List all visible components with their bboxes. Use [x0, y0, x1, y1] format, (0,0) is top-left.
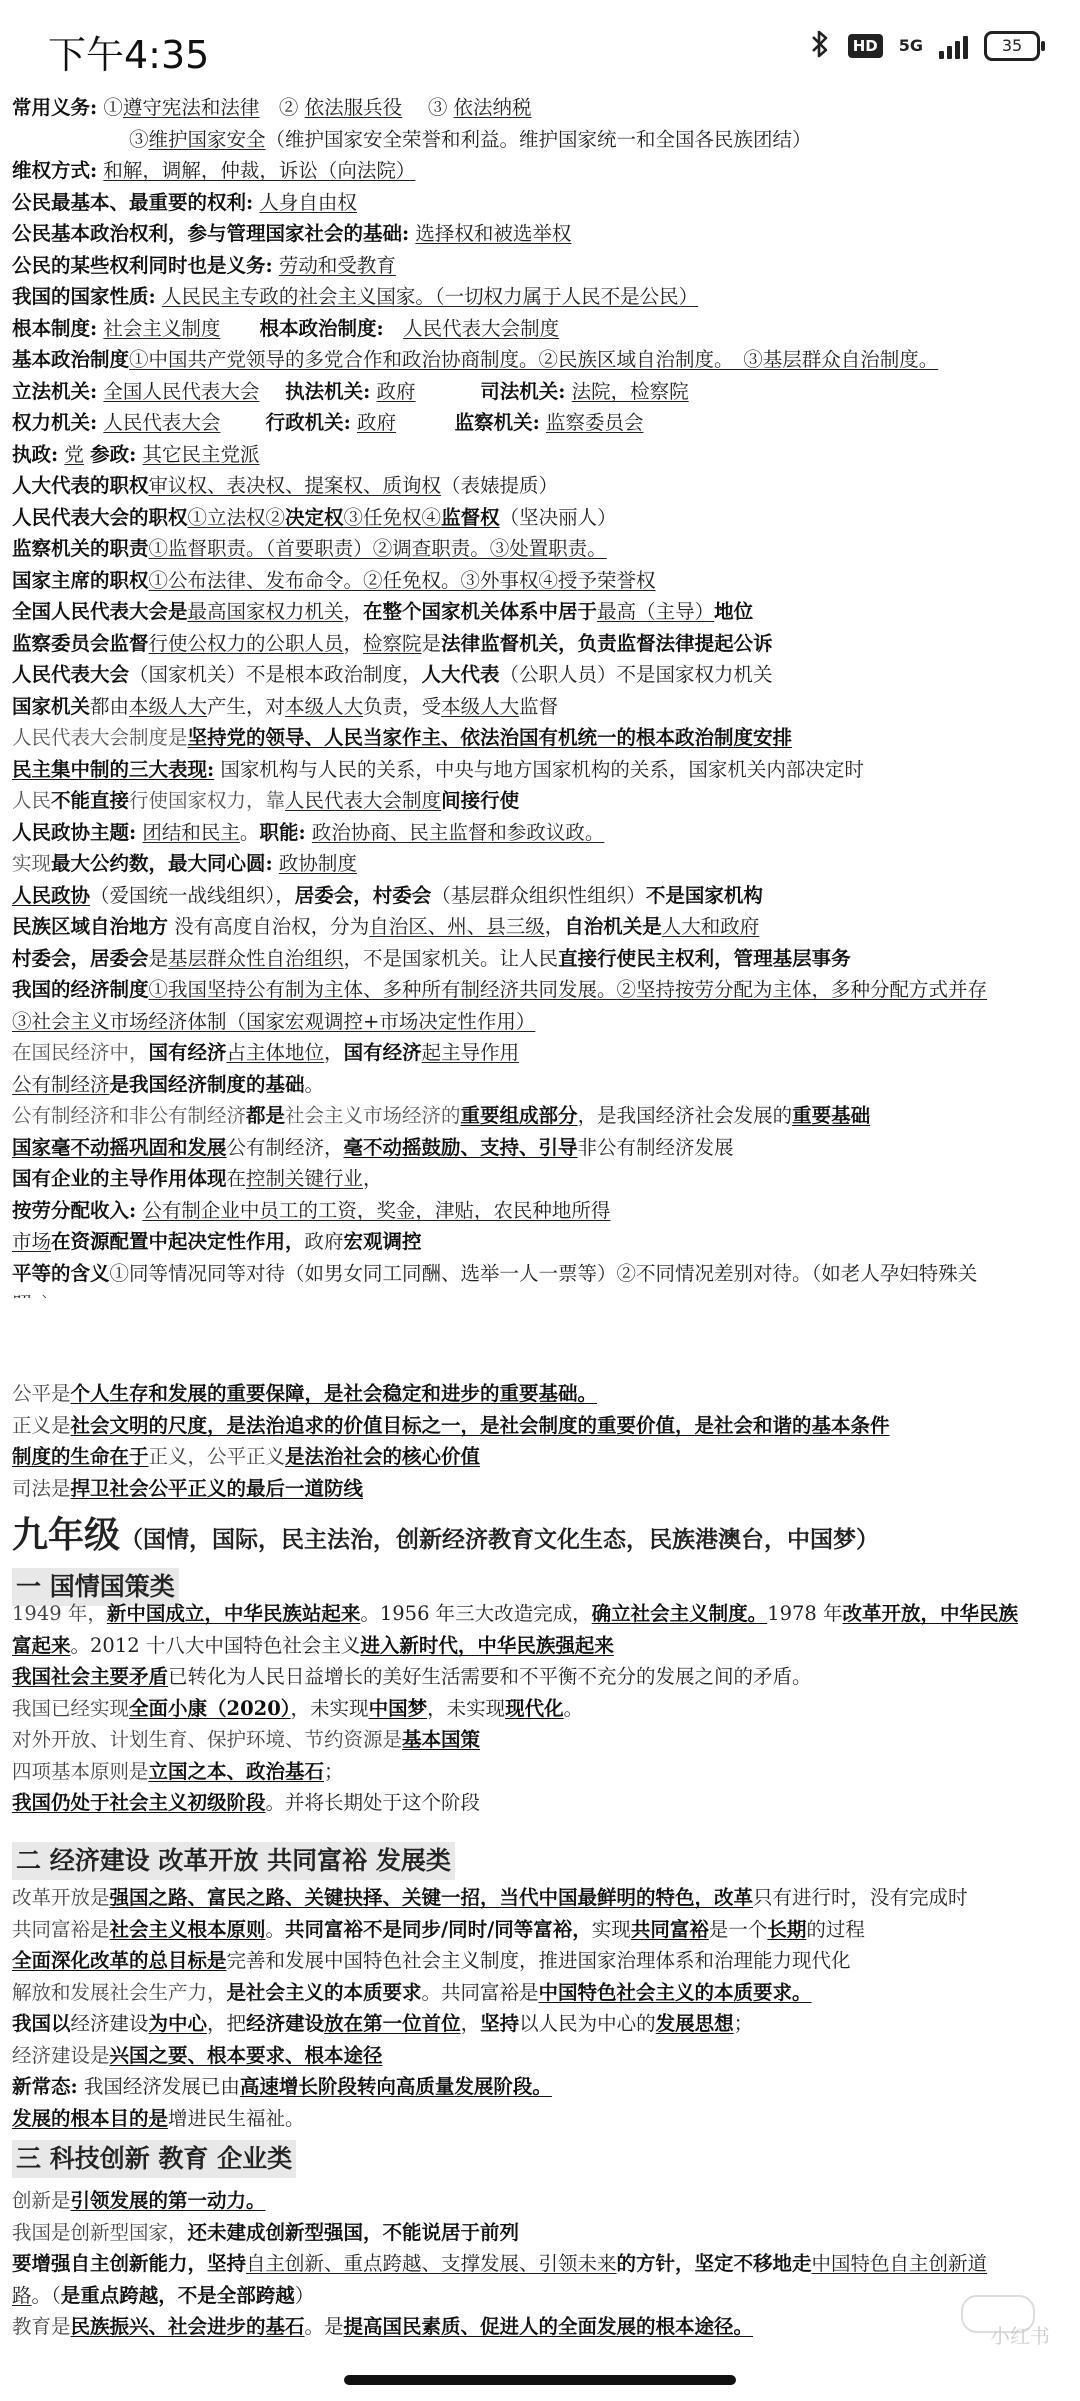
network-type: 5G: [898, 36, 923, 55]
note-line: 人大代表的职权审议权、表决权、提案权、质询权（表婊提质）: [12, 474, 559, 497]
note-line: 1949 年，新中国成立，中华民族站起来。1956 年三大改造完成，确立社会主义制度。1978 年改革开放，中华民族: [12, 1602, 1019, 1625]
note-line: 发展的根本目的是增进民生福祉。: [12, 2106, 305, 2130]
grade-title: 九年级: [12, 1514, 121, 1556]
note-line: 村委会，居委会是基层群众性自治组织，不是国家机关。让人民直接行使民主权利，管理基层事务: [12, 946, 851, 970]
note-line: 四项基本原则是立国之本、政治基石；: [12, 1759, 344, 1783]
note-line: 监察委员会监督行使公权力的公职人员，检察院是法律监督机关，负责监督法律提起公诉: [12, 631, 773, 655]
page-separator: [0, 1298, 1080, 1356]
notes-section-national-policy: [12, 1598, 1072, 1819]
note-line: 我国的国家性质: 人民民主专政的社会主义国家。（一切权力属于人民不是公民）: [12, 285, 699, 308]
note-line: 人民代表大会的职权①立法权②决定权③任免权④监督权（坚决丽人）: [12, 505, 617, 529]
note-line: 人民代表大会制度是坚持党的领导、人民当家作主、依法治国有机统一的根本政治制度安排: [12, 726, 793, 749]
note-line: 公民的某些权利同时也是义务: 劳动和受教育: [12, 253, 396, 277]
note-line: 公平是个人生存和发展的重要保障，是社会稳定和进步的重要基础。: [12, 1382, 598, 1405]
note-line: 共同富裕是社会主义根本原则。共同富裕不是同步/同时/同等富裕，实现共同富裕是一个长期的过程: [12, 1917, 865, 1941]
note-line: 立法机关: 全国人民代表大会 执法机关: 政府 司法机关: 法院，检察院: [12, 379, 689, 403]
section-heading-economy: 二 经济建设 改革开放 共同富裕 发展类: [12, 1842, 455, 1880]
section-heading-block-economy: [12, 1842, 1072, 1880]
battery-icon: [984, 31, 1040, 61]
bluetooth-icon: [808, 28, 832, 64]
note-line: 维权方式: 和解，调解，仲裁，诉讼（向法院）: [12, 159, 416, 182]
note-line: 解放和发展社会生产力，是社会主义的本质要求。共同富裕是中国特色社会主义的本质要求。: [12, 1980, 812, 2004]
note-line: 对外开放、计划生育、保护环境、节约资源是基本国策: [12, 1728, 481, 1751]
note-line: 公民基本政治权利，参与管理国家社会的基础: 选择权和被选举权: [12, 222, 572, 245]
note-line: 我国仍处于社会主义初级阶段。并将长期处于这个阶段: [12, 1791, 481, 1814]
note-line: 我国社会主要矛盾已转化为人民日益增长的美好生活需要和不平衡不充分的发展之间的矛盾。: [12, 1665, 812, 1688]
note-line: 市场在资源配置中起决定性作用，政府宏观调控: [12, 1230, 422, 1253]
note-line: 我国已经实现全面小康（2020），未实现中国梦，未实现现代化。: [12, 1696, 584, 1720]
note-line: 富起来。2012 十八大中国特色社会主义进入新时代，中华民族强起来: [12, 1633, 614, 1657]
section-heading-block-innovation: [12, 2140, 1072, 2178]
grade-heading-block: [12, 1507, 1072, 1606]
note-line: 执政: 党 参政: 其它民主党派: [12, 442, 260, 466]
status-bar: [0, 0, 1080, 90]
note-line: 权力机关: 人民代表大会 行政机关: 政府 监察机关: 监察委员会: [12, 411, 644, 434]
note-line: 国家机关都由本级人大产生，对本级人大负责，受本级人大监督: [12, 694, 559, 718]
note-line: 制度的生命在于正义，公平正义是法治社会的核心价值: [12, 1445, 481, 1468]
note-line: 新常态: 我国经济发展已由高速增长阶段转向高质量发展阶段。: [12, 2075, 552, 2098]
note-line: 我国以经济建设为中心，把经济建设放在第一位首位，坚持以人民为中心的发展思想；: [12, 2012, 754, 2035]
note-line: 人民不能直接行使国家权力，靠人民代表大会制度间接行使: [12, 789, 520, 812]
battery-level: 35: [1001, 36, 1023, 55]
section-heading-innovation: 三 科技创新 教育 企业类: [12, 2140, 296, 2178]
note-line: 经济建设是兴国之要、根本要求、根本途径: [12, 2043, 383, 2067]
note-line: 创新是引领发展的第一动力。: [12, 2189, 266, 2212]
section-heading-national-policy: 一 国情国策类: [12, 1568, 179, 1606]
signal-icon: [939, 33, 968, 59]
note-line: 公有制经济和非公有制经济都是社会主义市场经济的重要组成部分，是我国经济社会发展的重要基础: [12, 1104, 871, 1127]
notes-section-economy: [12, 1882, 1072, 2134]
note-line: 我国是创新型国家，还未建成创新型强国，不能说居于前列: [12, 2220, 520, 2244]
note-line: 在国民经济中，国有经济占主体地位，国有经济起主导作用: [12, 1041, 520, 1064]
home-indicator[interactable]: [344, 2375, 736, 2385]
note-line: ③社会主义市场经济体制（国家宏观调控+市场决定性作用）: [12, 1009, 536, 1033]
status-icons: [808, 28, 1040, 64]
note-line: 公有制经济是我国经济制度的基础。: [12, 1072, 325, 1096]
grade-subtitle: （国情，国际，民主法治，创新经济教育文化生态，民族港澳台，中国梦）: [120, 1526, 880, 1553]
note-line: 我国的经济制度①我国坚持公有制为主体、多种所有制经济共同发展。②坚持按劳分配为主体，多种分配方式并存: [12, 978, 988, 1001]
note-line: 基本政治制度①中国共产党领导的多党合作和政治协商制度。②民族区域自治制度。 ③基层群众自治制度。: [12, 348, 939, 371]
note-line: 人民代表大会（国家机关）不是根本政治制度，人大代表（公职人员）不是国家权力机关: [12, 663, 773, 686]
note-line: 根本制度: 社会主义制度 根本政治制度: 人民代表大会制度: [12, 316, 560, 340]
note-line: 平等的含义①同等情况同等对待（如男女同工同酬、选举一人一票等）②不同情况差别对待。（如老人孕妇特殊关: [12, 1261, 978, 1285]
note-line: 民主集中制的三大表现: 国家机构与人民的关系，中央与地方国家机构的关系，国家机关内部决定时: [12, 757, 864, 781]
watermark-text: 小红书: [990, 2324, 1050, 2348]
note-line: 常用义务: ①遵守宪法和法律 ② 依法服兵役 ③ 依法纳税: [12, 96, 532, 119]
note-line: 人民政协（爱国统一战线组织），居委会，村委会（基层群众组织性组织）不是国家机构: [12, 883, 763, 907]
note-line: 全面深化改革的总目标是完善和发展中国特色社会主义制度，推进国家治理体系和治理能力现代化: [12, 1949, 851, 1972]
note-line: 监察机关的职责①监督职责。（首要职责）②调查职责。③处置职责。: [12, 537, 607, 560]
note-line: 改革开放是强国之路、富民之路、关键抉择、关键一招，当代中国最鲜明的特色，改革只有进行时，没有完成时: [12, 1886, 968, 1909]
note-line: 公民最基本、最重要的权利: 人身自由权: [12, 190, 357, 214]
notes-section-innovation: [12, 2185, 1072, 2343]
note-line: 按劳分配收入: 公有制企业中员工的工资，奖金，津贴，农民种地所得: [12, 1198, 611, 1222]
note-line: ③维护国家安全（维护国家安全荣誉和利益。维护国家统一和全国各民族团结）: [12, 127, 812, 151]
note-line: 实现最大公约数，最大同心圆: 政协制度: [12, 852, 357, 875]
note-line: 教育是民族振兴、社会进步的基石。是提高国民素质、促进人的全面发展的根本途径。: [12, 2315, 754, 2338]
notes-section-fairness-justice: [12, 1378, 1072, 1504]
notes-section-rights-and-state: [12, 92, 1072, 1321]
status-time: 下午4:35: [48, 33, 210, 77]
note-line: 全国人民代表大会是最高国家权力机关，在整个国家机关体系中居于最高（主导）地位: [12, 600, 754, 623]
note-line: 国家主席的职权①公布法律、发布命令。②任免权。③外事权④授予荣誉权: [12, 568, 656, 592]
note-line: 国家毫不动摇巩固和发展公有制经济，毫不动摇鼓励、支持、引导非公有制经济发展: [12, 1135, 734, 1159]
note-line: 国有企业的主导作用体现在控制关键行业，: [12, 1167, 383, 1190]
note-line: 路。（是重点跨越，不是全部跨越）: [12, 2283, 315, 2307]
note-line: 司法是捍卫社会公平正义的最后一道防线: [12, 1476, 364, 1500]
note-line: 要增强自主创新能力，坚持自主创新、重点跨越、支撑发展、引领未来的方针，坚定不移地走中国特色自主创新道: [12, 2252, 988, 2275]
note-line: 人民政协主题: 团结和民主。职能: 政治协商、民主监督和参政议政。: [12, 820, 605, 844]
note-line: 民族区域自治地方 没有高度自治权，分为自治区、州、县三级，自治机关是人大和政府: [12, 915, 760, 938]
note-line: 正义是社会文明的尺度，是法治追求的价值目标之一，是社会制度的重要价值，是社会和谐的基本条件: [12, 1413, 890, 1437]
grade-heading: [12, 1507, 1072, 1568]
hd-icon: HD: [848, 34, 883, 58]
